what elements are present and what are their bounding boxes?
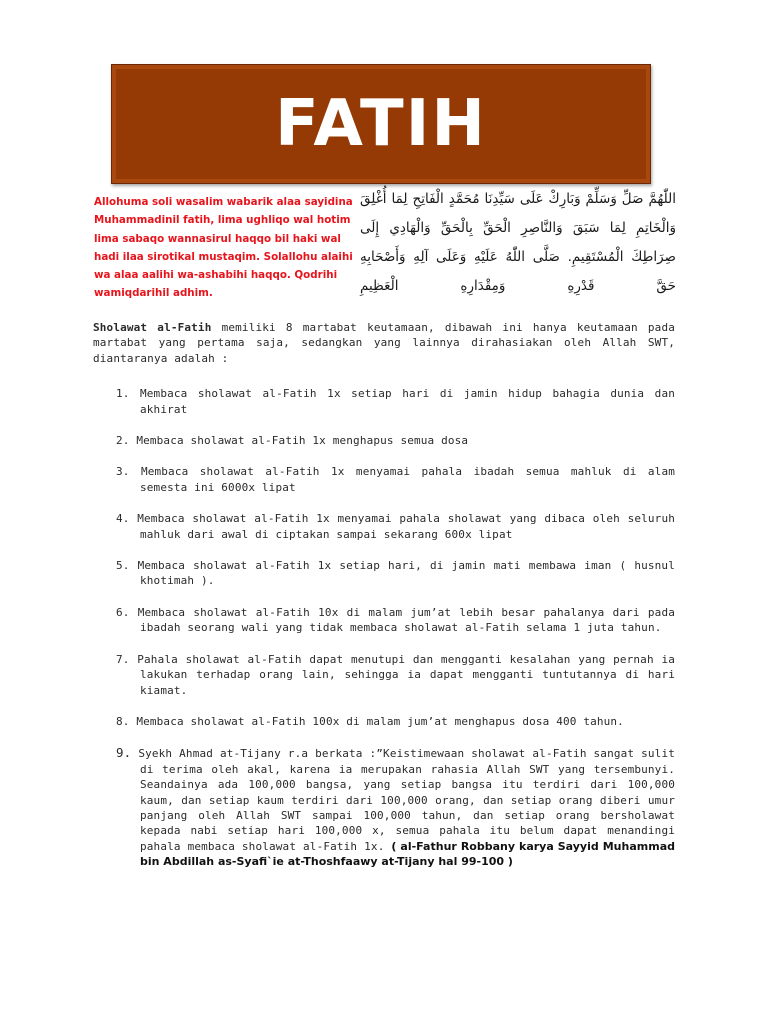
virtue-number: 9. <box>116 745 132 761</box>
virtue-number: 4. <box>116 512 130 526</box>
intro-text: memiliki 8 martabat keutamaan, dibawah ini hanya keutamaan pada martabat yang pertama saja, sedangkan yang lainnya dirahasiakan oleh Allah SWT, diantaranya adalah : <box>93 321 675 365</box>
virtue-item-9 <box>93 745 675 869</box>
virtue-number: 5. <box>116 559 130 573</box>
virtue-number: 8. <box>116 714 130 728</box>
virtue-text: Membaca sholawat al-Fatih 1x setiap hari di jamin hidup bahagia dunia dan akhirat <box>140 387 675 416</box>
virtue-text: Membaca sholawat al-Fatih 1x menyamai pahala sholawat yang dibaca oleh seluruh mahluk dari awal di ciptakan sampai sekarang 600x lipat <box>137 512 675 541</box>
virtue-text: Syekh Ahmad at-Tijany r.a berkata :”Keistimewaan sholawat al-Fatih sangat sulit di terima oleh akal, karena ia merupakan rahasia Allah SWT yang tersembunyi. Seandainya ada 100,000 bangsa, yang setiap bangsa itu terdiri dari 100,000 kaum, dan setiap kaum terdiri dari 100,000 orang, dan setiap orang diberi umur panjang oleh Allah SWT sampai 100,000 tahun, dan setiap orang bersholawat kepada nabi setiap hari 100,000 x, semua pahala itu belum dapat menandingi pahala membaca sholawat al-Fatih 1x. <box>138 747 675 853</box>
virtue-item-2 <box>93 433 675 448</box>
virtue-number: 3. <box>116 465 130 479</box>
source-citation: ( al-Fathur Robbany karya Sayyid Muhammad bin Abdillah as-Syafi`ie at-Thoshfaawy at-Tijany hal 99-100 ) <box>140 839 675 869</box>
virtues-list <box>93 386 675 869</box>
virtue-item-7 <box>93 652 675 698</box>
virtue-item-4 <box>93 511 675 542</box>
virtue-item-8 <box>93 714 675 729</box>
intro-paragraph <box>93 320 675 366</box>
virtue-text: Pahala sholawat al-Fatih dapat menutupi dan mengganti kesalahan yang pernah ia lakukan terhadap orang lain, sehingga ia dapat mengganti tuntutannya di hari kiamat. <box>137 652 675 697</box>
virtue-item-6 <box>93 605 675 636</box>
document-body <box>93 320 675 870</box>
virtue-item-5 <box>93 558 675 589</box>
virtue-number: 6. <box>116 605 130 619</box>
virtue-item-1 <box>93 386 675 417</box>
arabic-prayer-text: اللّٰهُمَّ صَلِّ وَسَلِّمْ وَبَارِكْ عَلَى سَيِّدِنَا مُحَمَّدٍ الْفَاتِحِ لِمَا أُغْلِقَ وَالْخَاتِمِ لِمَا سَبَقَ وَالنَّاصِرِ الْحَقِّ بِالْحَقِّ وَالْهَادِي إِلَى صِرَاطِكَ الْمُسْتَقِيمِ. صَلَّى اللّٰهُ عَلَيْهِ وَعَلَى آلِهِ وَأَصْحَابِهِ حَقَّ قَدْرِهِ وَمِقْدَارِهِ الْعَظِيمِ <box>360 191 676 294</box>
virtue-text: Membaca sholawat al-Fatih 1x menyamai pahala ibadah semua mahluk di alam semesta ini 6000x lipat <box>140 465 675 494</box>
virtue-text: Membaca sholawat al-Fatih 1x setiap hari, di jamin mati membawa iman ( husnul khotimah ). <box>137 559 675 588</box>
virtue-text: Membaca sholawat al-Fatih 1x menghapus semua dosa <box>136 434 469 448</box>
page-title: FATIH <box>275 87 487 161</box>
intro-lead: Sholawat al-Fatih <box>93 321 212 334</box>
virtue-number: 1. <box>116 387 130 401</box>
virtue-number: 7. <box>116 652 130 666</box>
virtue-text: Membaca sholawat al-Fatih 10x di malam jum’at lebih besar pahalanya dari pada ibadah seorang wali yang tidak membaca sholawat al-Fatih selama 1 juta tahun. <box>137 605 675 635</box>
title-banner <box>111 64 651 184</box>
virtue-number: 2. <box>116 434 130 448</box>
latin-prayer-text: Allohuma soli wasalim wabarik alaa sayidina Muhammadinil fatih, lima ughliqo wal hotim lima sabaqo wannasirul haqqo bil haki wal hadi ilaa sirotikal mustaqim. Solallohu alaihi wa alaa aalihi wa-ashabihi haqqo. Qodrihi wamiqdarihil adhim. <box>94 196 353 300</box>
virtue-item-3 <box>93 464 675 495</box>
virtue-text: Membaca sholawat al-Fatih 100x di malam jum’at menghapus dosa 400 tahun. <box>136 714 624 728</box>
